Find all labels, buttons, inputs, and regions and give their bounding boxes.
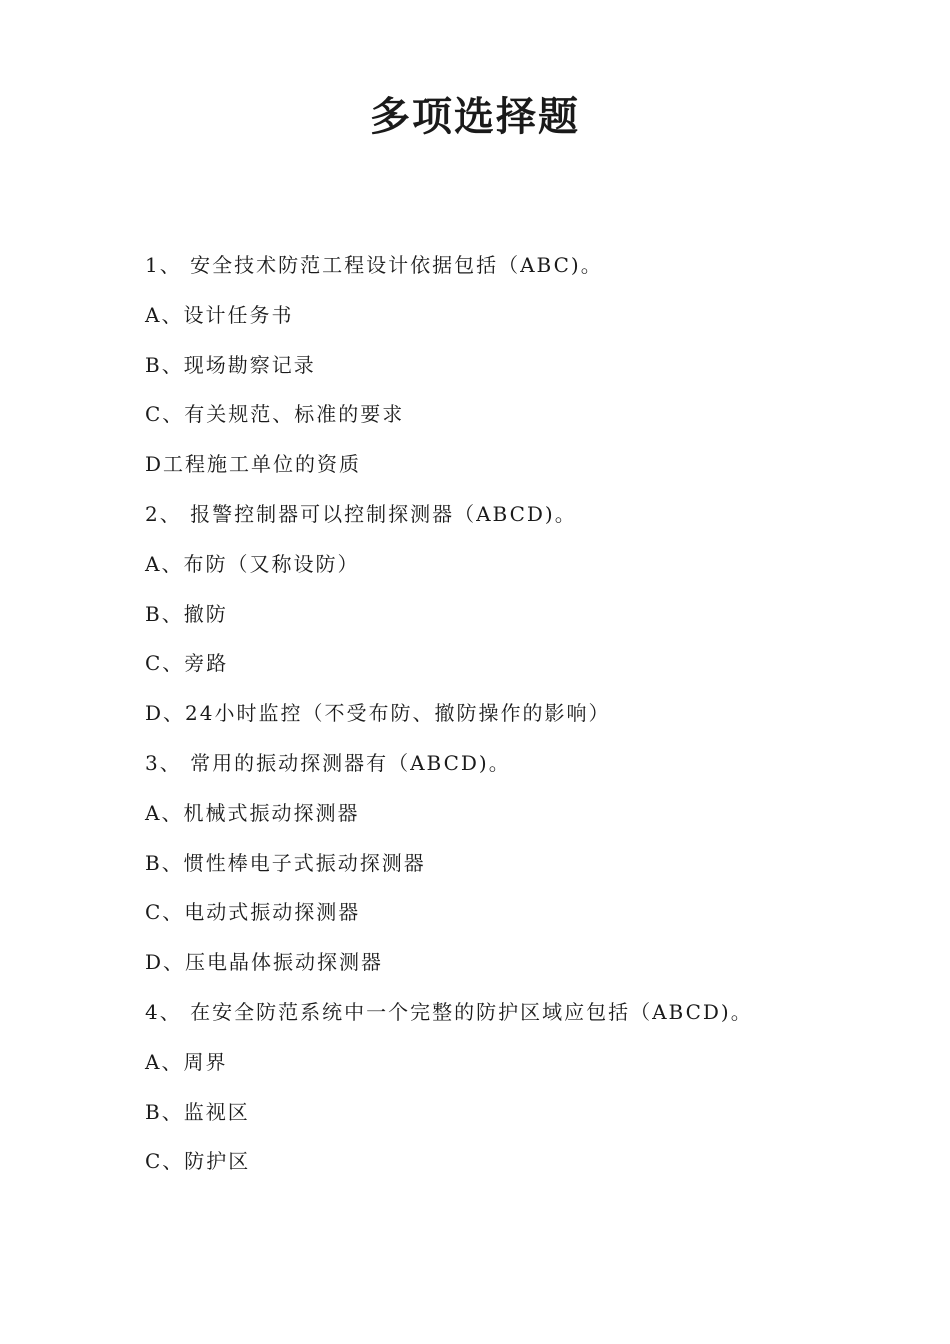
question-2-option-b: B、撤防 <box>145 601 228 626</box>
question-3-option-b: B、惯性棒电子式振动探测器 <box>145 850 426 875</box>
question-2: 2、 报警控制器可以控制探测器（ABCD)。 <box>145 501 577 526</box>
question-1-option-b: B、现场勘察记录 <box>145 352 316 377</box>
question-3: 3、 常用的振动探测器有（ABCD)。 <box>145 750 511 775</box>
question-2-option-c: C、旁路 <box>145 651 229 676</box>
page-title: 多项选择题 <box>370 94 580 140</box>
question-2-option-a: A、布防（又称设防） <box>145 551 360 576</box>
question-list <box>145 250 845 1196</box>
question-2-option-d: D、24小时监控（不受布防、撤防操作的影响） <box>145 701 611 726</box>
question-3-option-a: A、机械式振动探测器 <box>145 800 360 825</box>
question-4-option-b: B、监视区 <box>145 1099 250 1124</box>
question-4: 4、 在安全防范系统中一个完整的防护区域应包括（ABCD)。 <box>145 999 753 1024</box>
question-4-option-a: A、周界 <box>145 1049 228 1074</box>
question-1-option-c: C、有关规范、标准的要求 <box>145 402 405 427</box>
question-3-option-c: C、电动式振动探测器 <box>145 900 361 925</box>
question-1-option-d: D工程施工单位的资质 <box>145 452 362 477</box>
question-4-option-c: C、防护区 <box>145 1149 251 1174</box>
question-1-option-a: A、设计任务书 <box>145 302 294 327</box>
question-3-option-d: D、压电晶体振动探测器 <box>145 950 384 975</box>
question-1: 1、 安全技术防范工程设计依据包括（ABC)。 <box>145 253 603 277</box>
